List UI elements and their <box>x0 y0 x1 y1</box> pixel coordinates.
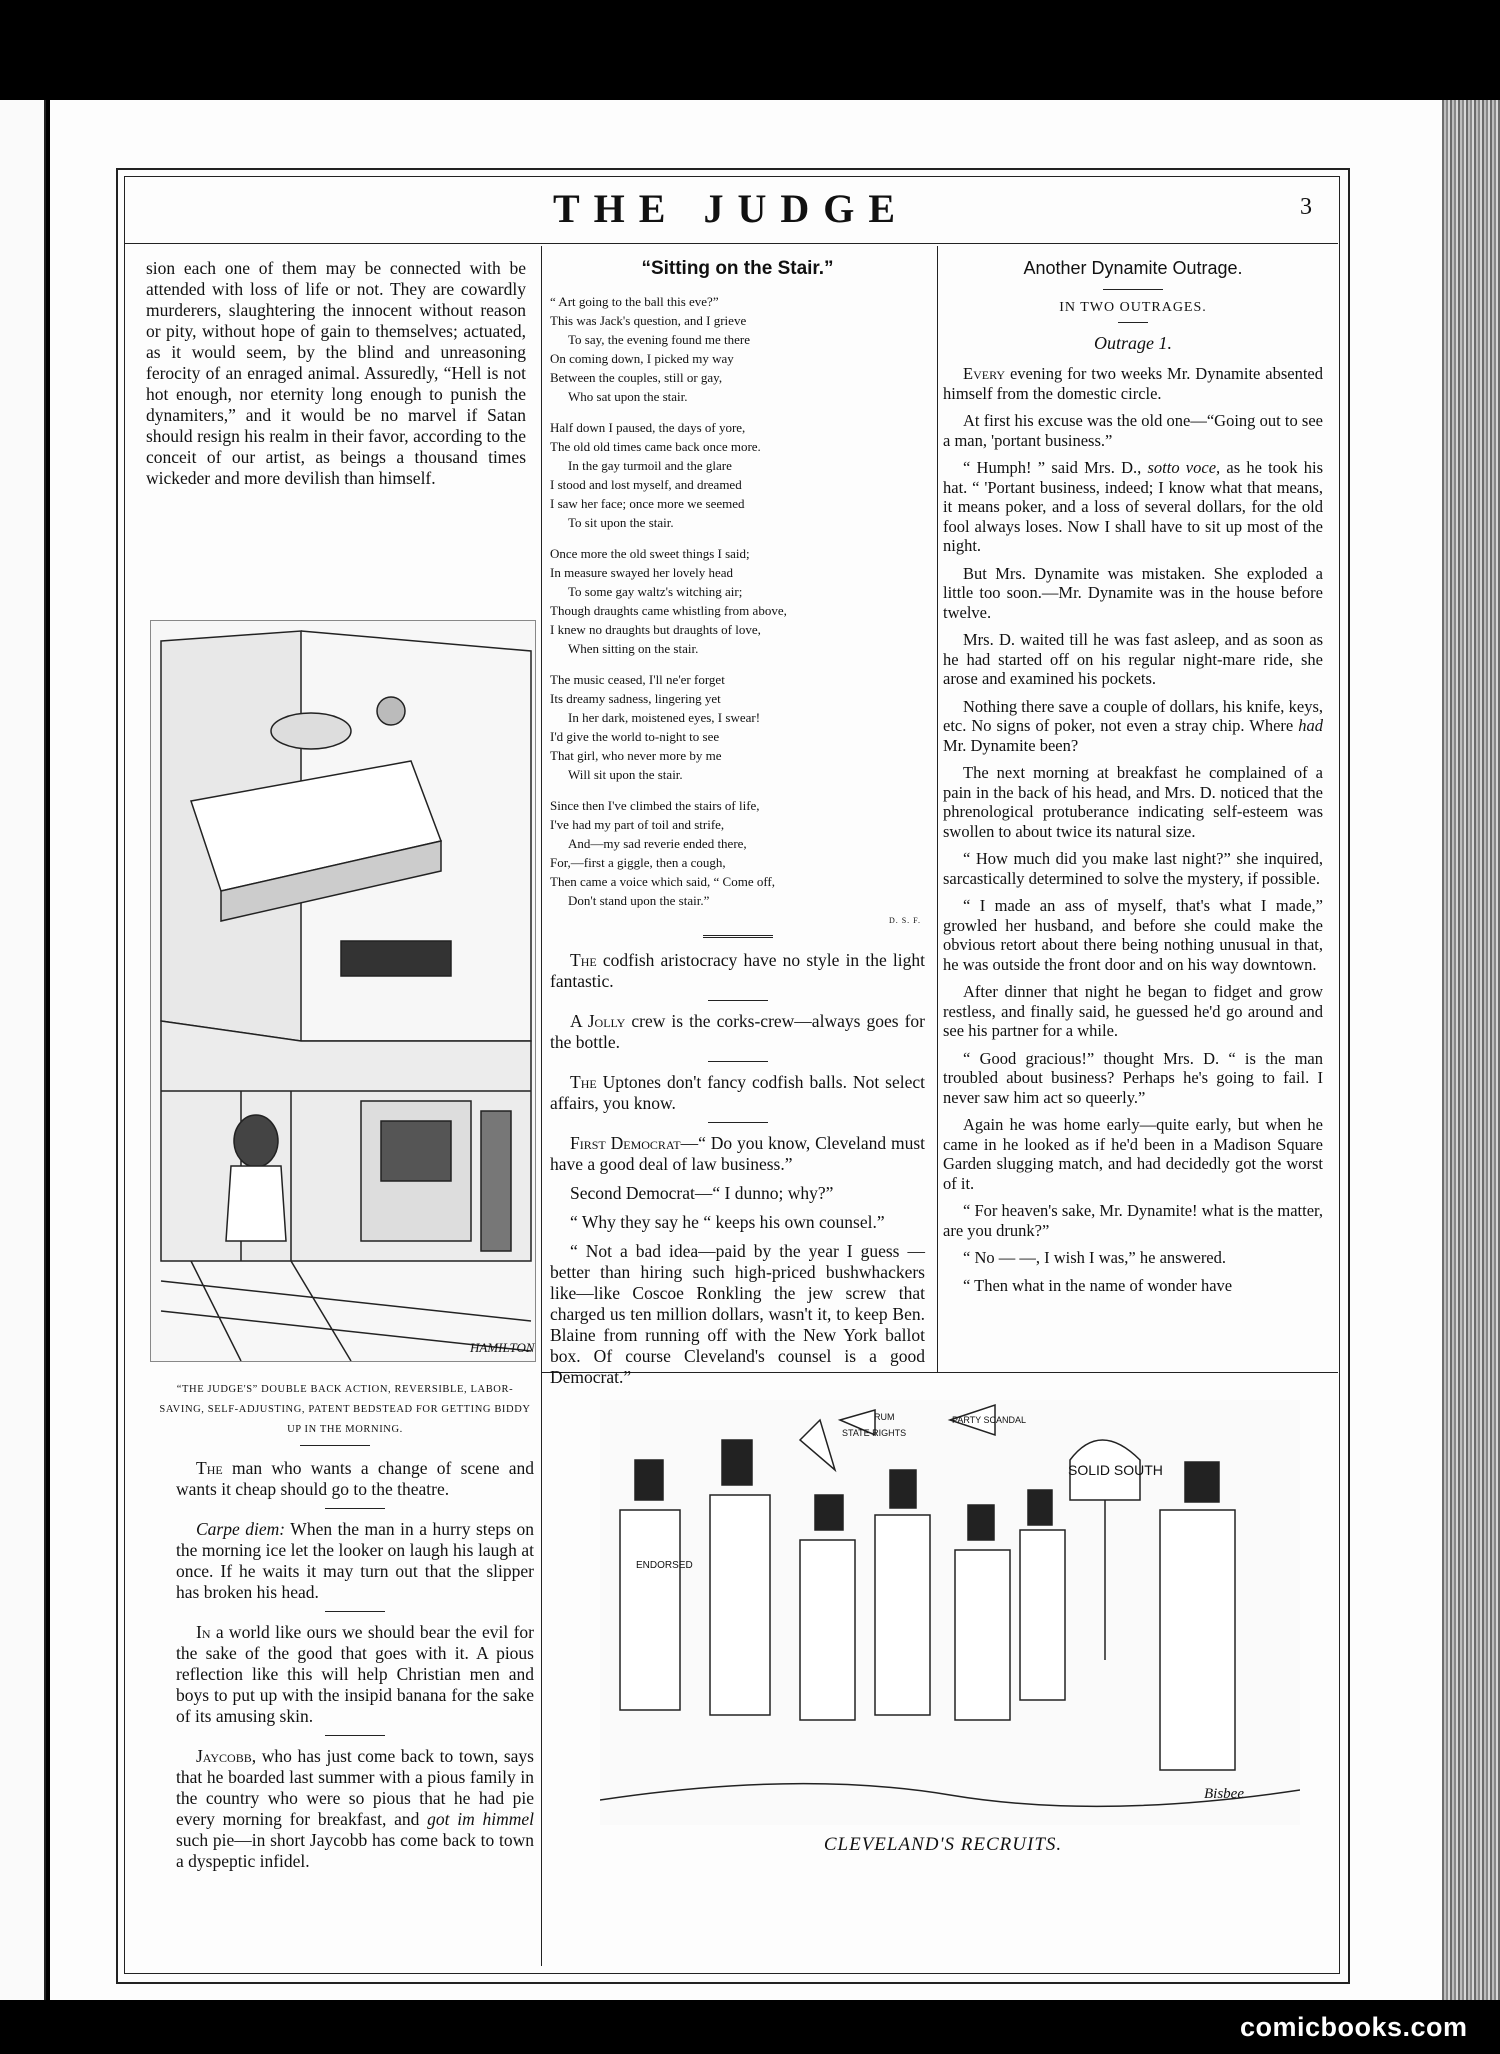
cartoon-banner-text: SOLID SOUTH <box>1068 1462 1163 1478</box>
column-1-bottom <box>176 1458 534 1880</box>
page-number: 3 <box>1300 194 1312 220</box>
paragraph-body: codfish aristocracy have no style in the light fantastic. <box>550 950 925 991</box>
story-paragraph <box>943 458 1323 556</box>
story-paragraph: “ Then what in the name of wonder have <box>963 1275 1233 1295</box>
poem-line: For,—first a giggle, then a cough, <box>550 855 726 870</box>
poem-line: I knew no draughts but draughts of love, <box>550 622 761 637</box>
book-spine <box>1442 100 1500 2000</box>
paragraph-body: “ Humph! ” said Mrs. D., <box>963 458 1148 477</box>
poem-stanza-1 <box>550 292 925 406</box>
lead-word: A Jolly <box>570 1011 626 1031</box>
dialogue-line: “ Not a bad idea—paid by the year I guess —better than hiring such high-priced bushwhackers like—like Coscoe Ronkling the jew screw that charged us ten million dollars, wasn't it, to keep Ben. Blaine from running off with the New York ballot box. Of course Cleveland's counsel is a good Democrat.” <box>550 1241 925 1387</box>
story-paragraph: “ For heaven's sake, Mr. Dynamite! what is the matter, are you drunk?” <box>943 1201 1323 1240</box>
bedstead-caption: “THE JUDGE'S” DOUBLE BACK ACTION, REVERSIBLE, LABOR-SAVING, SELF-ADJUSTING, PATENT BEDSTEAD FOR GETTING BIDDY UP IN THE MORNING. <box>159 1384 531 1435</box>
column-divider-left <box>541 246 542 1966</box>
cartoon-drawing <box>600 1400 1300 1825</box>
poem-line: I've had my part of toil and strife, <box>550 817 725 832</box>
poem-line: In the gay turmoil and the glare <box>568 458 732 473</box>
paragraph-theatre <box>176 1458 534 1500</box>
poem-line: In her dark, moistened eyes, I swear! <box>568 710 761 725</box>
lead-word: Carpe diem: <box>196 1519 286 1539</box>
poem-line: And—my sad reverie ended there, <box>568 836 747 851</box>
poem-stanza-4 <box>550 670 925 784</box>
story-paragraph: Again he was home early—quite early, but when he came in he looked as if he'd been in a Madison Square Garden slugging match, and had decidedly got the worst of it. <box>943 1115 1323 1193</box>
column-2 <box>550 258 925 1396</box>
joke-uptones <box>550 1072 925 1114</box>
separator <box>708 1061 768 1062</box>
cartoon-flag-text: PARTY SCANDAL <box>952 1415 1027 1425</box>
story-paragraph: Mrs. D. waited till he was fast asleep, and as soon as he had started off on his regular night-mare ride, she arose and examined his pockets. <box>943 630 1323 688</box>
poem-line: Don't stand upon the stair.” <box>568 893 710 908</box>
poem-line: On coming down, I picked my way <box>550 351 734 366</box>
lead-word: The <box>570 1072 597 1092</box>
poem-line: The old old times came back once more. <box>550 439 761 454</box>
poem-line: Its dreamy sadness, lingering yet <box>550 691 721 706</box>
separator <box>1103 289 1163 290</box>
section-heading: Outrage 1. <box>1094 333 1172 353</box>
editorial-paragraph: sion each one of them may be connected with be attended with loss of life or not. They are cowardly murderers, slaughtering the innocent without reason or pity, without hope of gain to themselves; actuated, as it would seem, by the blind and unreasoning ferocity of an enraged animal. Assuredly, “Hell is not hot enough, nor eternity long enough to punish the dynamiters,” and it would be no marvel if Satan should resign his realm in their favor, according to the conceit of our artist, as beings a thousand times wickeder and more devilish than himself. <box>146 258 526 488</box>
poem-line: Once more the old sweet things I said; <box>550 546 750 561</box>
paragraph-body: Nothing there save a couple of dollars, his knife, keys, etc. No signs of poker, not even a stray chip. Where <box>943 696 1323 735</box>
lead-word: Jaycobb, <box>196 1746 257 1766</box>
paragraph-italic: had <box>1298 716 1323 735</box>
story-subtitle: IN TWO OUTRAGES. <box>1059 300 1207 315</box>
caption-rule <box>300 1445 370 1446</box>
poem-line: To say, the evening found me there <box>568 332 750 347</box>
paragraph-italic: sotto voce, <box>1147 458 1221 477</box>
paragraph-carpe-diem <box>176 1519 534 1603</box>
column-3 <box>943 258 1323 1303</box>
story-paragraph <box>943 697 1323 756</box>
story-paragraph: “ I made an ass of myself, that's what I made,” growled her husband, and before she could make the obvious retort about there being nothing unusual in that, he was outside the front door and on his way downtown. <box>943 896 1323 974</box>
separator <box>325 1508 385 1509</box>
lead-word: The <box>570 950 597 970</box>
story-paragraph: “ Good gracious!” thought Mrs. D. “ is the man troubled about business? Perhaps he's going to fail. I never saw him act so queerly.” <box>943 1048 1323 1107</box>
poem-stanza-5 <box>550 796 925 910</box>
poem-line: Then came a voice which said, “ Come off, <box>550 874 776 889</box>
paragraph-body: Mr. Dynamite been? <box>943 735 1079 755</box>
watermark: comicbooks.com <box>1240 2012 1468 2042</box>
lead-word: The <box>196 1458 223 1478</box>
paragraph-world <box>176 1622 534 1727</box>
lead-word: First Democrat <box>570 1133 681 1153</box>
poem-line: To sit upon the stair. <box>568 515 674 530</box>
dialogue-line: Second Democrat—“ I dunno; why?” <box>570 1183 834 1203</box>
cartoon-sash-text: ENDORSED <box>636 1560 693 1571</box>
poem-line: Between the couples, still or gay, <box>550 370 723 385</box>
poem-initials: D. S. F. <box>888 916 921 925</box>
separator <box>325 1735 385 1736</box>
left-page-edge <box>0 100 46 2000</box>
bedstead-drawing <box>151 621 535 1361</box>
poem-stanza-3 <box>550 544 925 658</box>
joke-codfish <box>550 950 925 992</box>
poem-line: That girl, who never more by me <box>550 748 722 763</box>
cartoon-signature: Bisbee <box>1204 1786 1244 1802</box>
poem-line: I stood and lost myself, and dreamed <box>550 477 742 492</box>
poem-line: I'd give the world to-night to see <box>550 729 720 744</box>
paragraph-italic: got im himmel <box>427 1809 534 1829</box>
paragraph-body: who has just come back to town, says that he boarded last summer with a pious family in the country who were so pious that he had pie every morning for breakfast, and <box>176 1746 534 1829</box>
separator <box>708 1122 768 1123</box>
column-divider-right <box>937 246 938 1372</box>
story-paragraph: But Mrs. Dynamite was mistaken. She exploded a little too soon.—Mr. Dynamite was in the house before twelve. <box>943 563 1323 622</box>
poem-stanza-2 <box>550 418 925 532</box>
masthead-rule <box>124 243 1338 244</box>
poem-line: When sitting on the stair. <box>568 641 699 656</box>
poem-line: Who sat upon the stair. <box>568 389 688 404</box>
bedstead-illustration <box>150 620 536 1362</box>
lead-word: Every <box>963 364 1006 383</box>
clevelands-recruits-cartoon <box>600 1400 1300 1825</box>
paragraph-body: When the man in a hurry steps on the morning ice let the looker on laugh his laugh at once. If he waits it may turn out that the slipper has broken his head. <box>176 1519 534 1602</box>
column-1-top <box>146 258 526 497</box>
paragraph-body: —“ Do you know, Cleveland must have a good deal of law business.” <box>550 1133 925 1174</box>
poem-line: Will sit upon the stair. <box>568 767 683 782</box>
masthead-title: THE JUDGE <box>552 186 910 231</box>
poem-title: “Sitting on the Stair.” <box>641 258 834 279</box>
poem-line: This was Jack's question, and I grieve <box>550 313 747 328</box>
paragraph-body: Uptones don't fancy codfish balls. Not select affairs, you know. <box>550 1072 925 1113</box>
paragraph-body: such pie—in short Jaycobb has come back to town a dyspeptic infidel. <box>176 1830 534 1871</box>
poem-line: The music ceased, I'll ne'er forget <box>550 672 725 687</box>
poem-line: I saw her face; once more we seemed <box>550 496 745 511</box>
story-paragraph: After dinner that night he began to fidget and grow restless, and finally said, he guessed he'd go around and see his partner for a while. <box>943 982 1323 1040</box>
story-paragraph: “ How much did you make last night?” she inquired, sarcastically determined to solve the mystery, if possible. <box>943 849 1323 888</box>
story-title: Another Dynamite Outrage. <box>1023 258 1243 278</box>
cartoon-flag-text: STATE RIGHTS <box>842 1428 907 1438</box>
paragraph-body: as he took his hat. “ 'Portant business, indeed; I know what that means, it means poker, and a loss of several dollars, for the old fool always loses. Now I shall have to sit up most of the night. <box>943 458 1323 555</box>
separator <box>1118 322 1148 323</box>
story-paragraph <box>943 364 1323 403</box>
poem-line: “ Art going to the ball this eve?” <box>550 294 719 309</box>
story-paragraph: At first his excuse was the old one—“Going out to see a man, 'portant business.” <box>943 411 1323 450</box>
illustration-signature: HAMILTON <box>470 1340 535 1355</box>
story-paragraph: The next morning at breakfast he complained of a pain in the back of his head, and Mrs. D. noticed that the phrenological protuberance indicating self-esteem was swollen to about twice its natural size. <box>943 763 1323 841</box>
paragraph-body: crew is the corks-crew—always goes for the bottle. <box>550 1011 925 1052</box>
separator <box>708 1000 768 1001</box>
joke-jolly-crew <box>550 1011 925 1053</box>
poem-line: Half down I paused, the days of yore, <box>550 420 746 435</box>
poem-line: To some gay waltz's witching air; <box>568 584 743 599</box>
paragraph-body: a world like ours we should bear the evil for the sake of the good that goes with it. A pious reflection like this will help Christian men and boys to put up with the insipid banana for the sake of its amusing skin. <box>176 1622 534 1726</box>
paragraph-body: man who wants a change of scene and wants it cheap should go to the theatre. <box>176 1458 534 1499</box>
poem-line: Since then I've climbed the stairs of life, <box>550 798 760 813</box>
lead-word: In <box>196 1622 211 1642</box>
cartoon-flag-text: RUM <box>874 1412 895 1422</box>
double-separator <box>703 935 773 938</box>
story-paragraph: “ No — —, I wish I was,” he answered. <box>963 1248 1227 1267</box>
poem-line: Though draughts came whistling from above, <box>550 603 787 618</box>
dialogue-line <box>550 1133 925 1175</box>
poem-line: In measure swayed her lovely head <box>550 565 734 580</box>
dialogue-line: “ Why they say he “ keeps his own counsel.” <box>570 1212 885 1232</box>
paragraph-body: evening for two weeks Mr. Dynamite absented himself from the domestic circle. <box>943 364 1323 403</box>
separator <box>325 1611 385 1612</box>
cartoon-caption: CLEVELAND'S RECRUITS. <box>823 1834 1063 1855</box>
paragraph-jaycobb <box>176 1746 534 1872</box>
